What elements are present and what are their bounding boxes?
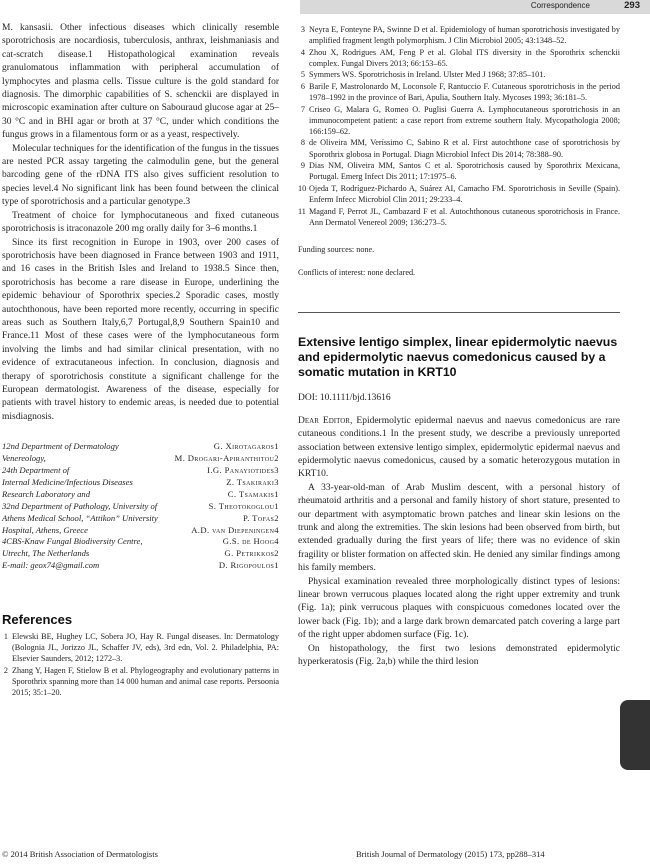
affiliation-text: Utrecht, The Netherlands <box>2 548 90 559</box>
affiliation-text: Venereology, <box>2 453 46 464</box>
reference-number: 11 <box>298 206 306 216</box>
body-paragraph: Treatment of choice for lymphocutaneous and fixed cutaneous sporotrichosis is itraconazole 200 mg orally daily for 3–6 months.1 <box>2 210 279 235</box>
reference-number: 6 <box>300 81 305 91</box>
author-name: A.D. van Diepeningen4 <box>191 524 279 535</box>
body-paragraph: On histopathology, the first two lesions demonstrated epidermolytic hyperkeratosis (Fig. 2a,b) while the third lesion <box>298 643 620 667</box>
body-paragraph: Molecular techniques for the identification of the fungus in the tissues are nested PCR assay targeting the calmodulin gene, but the general barcoding gene of the rDNA ITS also gives sufficient resolution to species level.4 No significant link has been found between the clinical type of sporotrichosis and a particular genotype.3 <box>2 143 279 208</box>
reference-text: Magand F, Perrot JL, Cambazard F et al. Autochthonous cutaneous sporotrichosis in France. Ann Dermatol Venereol 2009; 136:273–5. <box>309 206 620 227</box>
reference-list <box>2 631 279 698</box>
reference-text: de Oliveira MM, Veríssimo C, Sabino R et al. First autochthone case of sporotrichosis by Sporothrix globosa in Portugal. Diagn Microbiol Infect Dis 2014; 78:388–90. <box>309 138 620 159</box>
body-paragraph: Since its first recognition in Europe in 1903, over 200 cases of sporotrichosis have been diagnosed in France between 1903 and 1911, and 16 cases in the British Isles and Ireland to 1938.5 Since then, sporotrichosis has become a rare disease in Europe, underlining the epidemic behaviour of Sporothrix species.2 Sporadic cases, mostly autochthonous, have been reported more recently, occurring in specific areas such as Southern Italy,6,7 Portugal,8,9 Southern Spain10 and France.11 Most of these cases were of the lymphocutaneous form involving the limbs and had similar clinical presentation, with no evidence of extracutaneous infection. In conclusion, diagnosis and therapy of sporotrichosis constitute a significant challenge for the European dermatologist. Awareness of the disease, especially for patients with travel history to endemic areas, is needed due to potential misdiagnosis. <box>2 237 279 422</box>
reference-list <box>298 24 620 228</box>
author-name: G. Xirotagaros1 <box>213 441 279 452</box>
reference-number: 2 <box>3 665 8 675</box>
author-name: S. Theotokoglou1 <box>208 500 279 511</box>
reference-number: 5 <box>300 70 305 80</box>
article-body <box>298 415 620 670</box>
reference-text: Ojeda T, Rodríguez-Pichardo A, Suárez AI, Camacho FM. Sporotrichosis in Seville (Spain). Enferm Infecc Microbiol Clin 2011; 29:233–4. <box>309 183 620 204</box>
reference-item <box>2 665 279 698</box>
reference-item <box>298 137 620 159</box>
running-header-section: Correspondence <box>530 1 590 10</box>
author-name: D. Rigopoulos1 <box>218 560 279 571</box>
body-paragraph: M. kansasii. Other infectious diseases which clinically resemble sporotrichosis are nocardiosis, tuberculosis, anthrax, leishmaniasis and cat-scratch disease.1 Histopathological examination reveals granulomatous inflammation with peripheral accumulation of lymphocytes and plasma cells. Tissue culture is the gold standard for diagnosis. The dimorphic capabilities of S. schenckii are displayed in microscopic examination after culture on Sabouraud glucose agar at 25–30 °C and in BHI agar or broth at 37 °C, under which conditions the fungus grows in a filamentous form or as a yeast, respectively. <box>2 23 279 141</box>
affiliation-row <box>2 477 279 489</box>
affiliation-text: 32nd Department of Pathology, University of <box>2 500 158 511</box>
affiliation-row <box>2 453 279 465</box>
reference-number: 8 <box>300 138 305 148</box>
conflicts-statement: Conflicts of interest: none declared. <box>298 267 416 277</box>
affiliation-text: 4CBS-Knaw Fungal Biodiversity Centre, <box>2 536 143 547</box>
affiliation-text: 12nd Department of Dermatology <box>2 441 119 452</box>
section-divider <box>298 312 620 313</box>
reference-number: 3 <box>300 25 305 34</box>
reference-text: Zhou X, Rodrigues AM, Feng P et al. Global ITS diversity in the Sporothrix schenckii complex. Fungal Divers 2013; 66:153–65. <box>309 47 620 68</box>
affiliation-row <box>2 525 279 537</box>
reference-text: Elewski BE, Hughey LC, Sobera JO, Hay R. Fungal diseases. In: Dermatology (Bolognia JL, Jorizzo JL, Schaffer JV, eds), 3rd edn, Vol. 2. Philadelphia, PA: Elsevier Saunders, 2012; 1272–3. <box>12 632 279 664</box>
article-title: Extensive lentigo simplex, linear epidermolytic naevus and epidermolytic naevus comedonicus caused by a somatic mutation in KRT10 <box>298 334 618 379</box>
affiliation-text: Internal Medicine/Infectious Diseases <box>2 476 133 487</box>
author-name: I.G. Panayiotides3 <box>207 465 279 475</box>
article-doi[interactable]: DOI: 10.1111/bjd.13616 <box>298 392 391 403</box>
body-paragraph: Physical examination revealed three morphologically distinct types of lesions: linear brown verrucous plaques located along the right upper extremity and trunk (Fig. 1a); pink verrucous plaques with conspicuous comedones located over the lower back (Fig. 1b); and a large dark brown demarcated patch covering a large part of the right upper abdomen surface (Fig. 1c). <box>298 576 620 641</box>
salutation: Dear Editor, <box>298 415 353 426</box>
reference-text: Neyra E, Fonteyne PA, Swinne D et al. Epidemiology of human sporotrichosis investigated by amplified fragment length polymorphism. J Clin Microbiol 2005; 43:1348–52. <box>309 25 620 46</box>
footer-journal-citation: British Journal of Dermatology (2015) 173, pp288–314 <box>356 849 545 859</box>
author-name: P. Tofas2 <box>242 512 279 523</box>
body-text: Epidermolytic epidermal naevus and naevus comedonicus are rare cutaneous conditions.1 In the present study, we describe a previously unreported association between extensive lentigo simplex, epidermolytic epidermal naevus and epidermolytic naevus comedonicus, caused by a somatic heterozygous mutation in KRT10. <box>298 415 620 480</box>
affiliation-text: Athens Medical School, “Attikon” University <box>2 512 158 523</box>
reference-number: 4 <box>300 47 305 57</box>
reference-item <box>298 81 620 103</box>
running-header-bar <box>300 0 650 14</box>
reference-item <box>298 104 620 137</box>
author-affiliations <box>2 441 279 572</box>
reference-number: 9 <box>300 161 305 171</box>
reference-item <box>298 47 620 69</box>
right-column <box>298 24 620 669</box>
reference-item <box>298 69 620 80</box>
affiliation-row <box>2 560 279 572</box>
reference-item <box>298 24 620 46</box>
funding-statement: Funding sources: none. <box>298 244 375 254</box>
affiliation-text: 24th Department of <box>2 465 70 475</box>
references-heading: References <box>2 612 73 628</box>
affiliation-row <box>2 465 279 477</box>
section-thumb-tab <box>620 700 650 770</box>
author-name: G.S. de Hoog4 <box>222 536 279 547</box>
affiliation-row <box>2 501 279 513</box>
contact-email[interactable]: E-mail: geox74@gmail.com <box>2 560 100 571</box>
affiliation-text: Research Laboratory and <box>2 488 90 499</box>
affiliation-row <box>2 513 279 525</box>
affiliation-row <box>2 536 279 548</box>
reference-number: 7 <box>300 104 305 114</box>
author-name: C. Tsamakis1 <box>227 488 279 499</box>
body-paragraph <box>298 415 620 482</box>
affiliation-text: Hospital, Athens, Greece <box>2 524 88 535</box>
reference-item <box>298 206 620 228</box>
affiliation-row <box>2 441 279 453</box>
reference-text: Symmers WS. Sporotrichosis in Ireland. Ulster Med J 1968; 37:85–101. <box>309 70 546 80</box>
body-paragraph: A 33-year-old-man of Arab Muslim descent, with a personal history of rheumatoid arthritis and a personal and family history of short stature, presented to our department with asymptomatic brown patches and linear skin lesions on the trunk and along the extremities. The skin lesions had been observed from birth, but extended gradually during the first years of life; there was no evidence of skin fragility or blister formation on affected skin. He denied any similar findings among his family members. <box>298 482 620 574</box>
reference-item <box>2 631 279 664</box>
reference-text: Zhang Y, Hagen F, Stielow B et al. Phylogeography and evolutionary patterns in Sporothrix spanning more than 14 000 human and animal case reports. Persoonia 2015; 35:1–20. <box>12 665 279 698</box>
author-name: M. Drogari-Apiranthitou2 <box>174 453 279 464</box>
reference-item <box>298 183 620 205</box>
author-name: Z. Tsakiraki3 <box>226 476 279 487</box>
reference-number: 10 <box>298 183 307 193</box>
reference-text: Dias NM, Oliveira MM, Santos C et al. Sporotrichosis caused by Sporothrix Mexicana, Portugal. Emerg Infect Dis 2011; 17:1975–6. <box>309 161 620 182</box>
reference-text: Criseo G, Malara G, Romeo O. Puglisi Guerra A. Lymphocutaneous sporotrichosis in an immunocompetent patient: a case report from extreme southern Italy. Mycopathologia 2008; 166:159–62. <box>309 104 620 136</box>
author-name: G. Petrikkos2 <box>224 548 279 559</box>
reference-text: Barile F, Mastrolonardo M, Loconsole F, Rantuccio F. Cutaneous sporotrichosis in the period 1978–1992 in the province of Bari, Apulia, Southern Italy. Mycoses 1993; 36:181–5. <box>309 81 620 103</box>
affiliation-row <box>2 489 279 501</box>
reference-item <box>298 160 620 182</box>
affiliation-row <box>2 548 279 560</box>
footer-copyright: © 2014 British Association of Dermatologists <box>2 849 158 859</box>
page-number: 293 <box>624 0 640 11</box>
left-column <box>2 22 279 699</box>
reference-number: 1 <box>3 632 8 642</box>
